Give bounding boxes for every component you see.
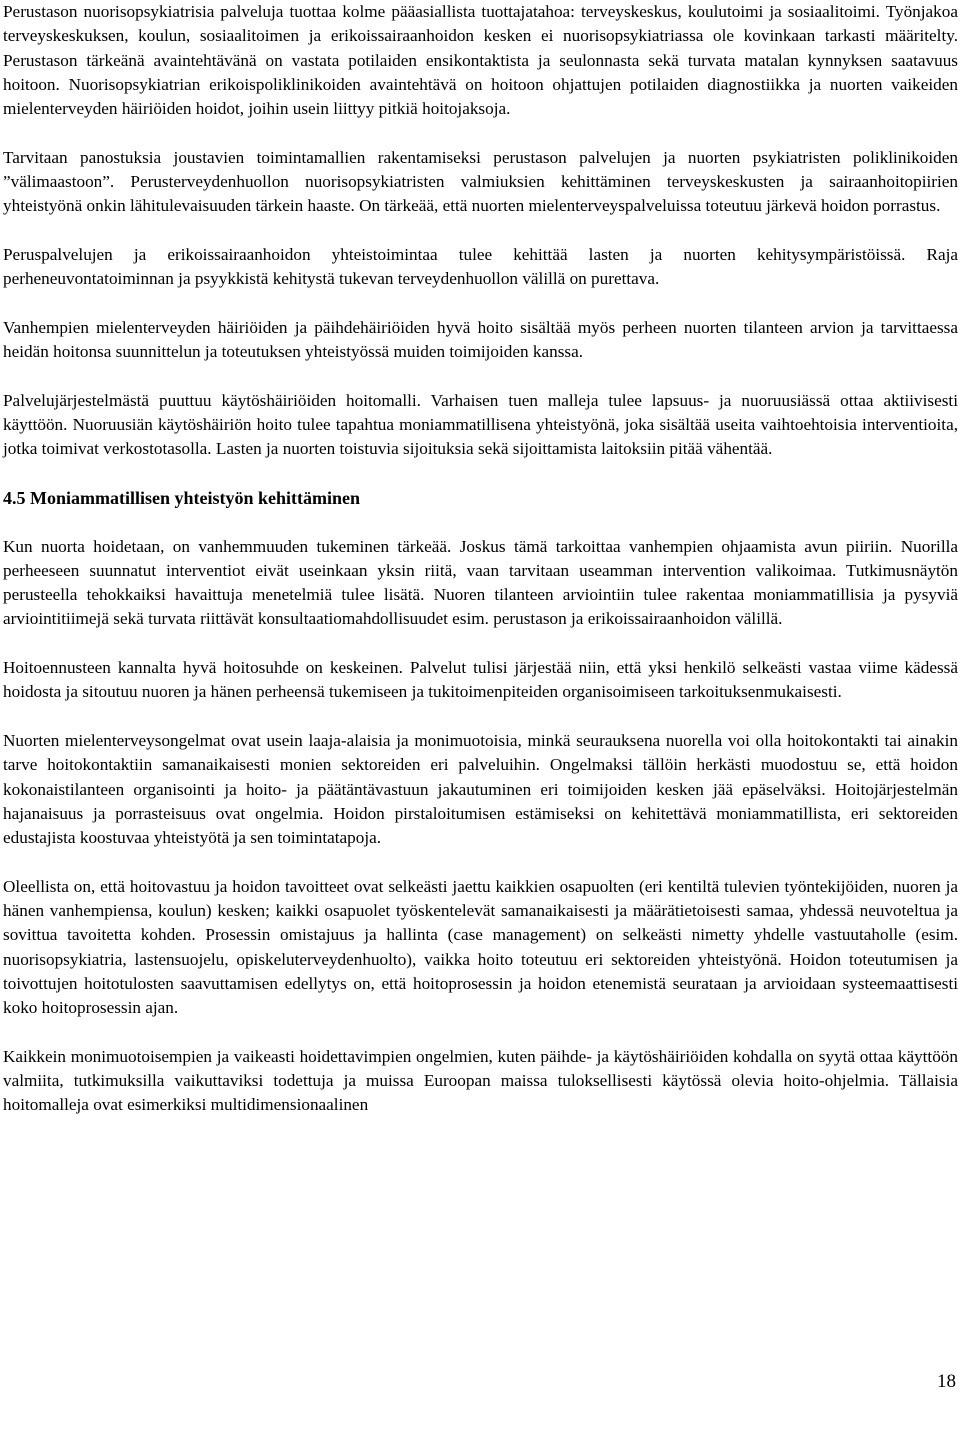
paragraph-perustason-palvelut: Perustason nuorisopsykiatrisia palveluja tuottaa kolme pääasiallista tuottajatahoa: terveyskeskus, koulutoimi ja sosiaalitoimi. Työnjakoa terveyskeskuksen, koulun, sosiaalitoimen ja erikoissairaanhoidon kesken ei nuorisopsykiatriassa ole kovinkaan tarkasti määritelty. Perustason tärkeänä avaintehtävänä on vastata potilaiden ensikontaktista ja seulonnasta sekä turvata matalan kynnyksen saatavuus hoitoon. Nuorisopsykiatrian erikoispoliklinikoiden avaintehtävä on hoitoon ohjattujen potilaiden diagnostiikka ja nuorten vaikeiden mielenterveyden häiriöiden hoidot, joihin usein liittyy pitkiä hoitojaksoja. xyxy=(3,2,958,119)
paragraph-joustavat-toimintamallit: Tarvitaan panostuksia joustavien toimintamallien rakentamiseksi perustason palvelujen ja nuorten psykiatristen poliklinikoiden ”välimaastoon”. Perusterveydenhuollon nuorisopsykiatristen valmiuksien kehittäminen terveyskeskusten ja sairaanhoitopiirien yhteistyönä onkin lähitulevaisuuden tärkein haaste. On tärkeää, että nuorten mielenterveyspalveluissa toteutuu järkevä hoidon porrastus. xyxy=(3,147,958,216)
paragraph-peruspalvelujen-yhteistoiminta: Peruspalvelujen ja erikoissairaanhoidon yhteistoimintaa tulee kehittää lasten ja nuorten kehitysympäristöissä. Raja perheneuvontatoiminnan ja psyykkistä kehitystä tukevan terveydenhuollon välillä on purettava. xyxy=(3,244,958,289)
paragraph-vanhemmuuden-tukeminen: Kun nuorta hoidetaan, on vanhemmuuden tukeminen tärkeää. Joskus tämä tarkoittaa vanhempien ohjaamista avun piiriin. Nuorilla perheeseen suunnatut interventiot eivät useinkaan yksin riitä, vaan tarvitaan useamman intervention valikoimaa. Tutkimusnäytön perusteella tehokkaiksi havaittuja menetelmiä tulee lisätä. Nuoren tilanteen arviointiin tulee rakentaa moniammatillisia ja pysyviä arviointitiimejä sekä turvata riittävät konsultaatiomahdollisuudet esim. perustason ja erikoissairaanhoidon välillä. xyxy=(3,536,958,629)
page-number: 18 xyxy=(937,1371,956,1392)
section-heading: 4.5 Moniammatillisen yhteistyön kehittäminen xyxy=(3,487,361,508)
paragraph-hoitosuhde: Hoitoennusteen kannalta hyvä hoitosuhde on keskeinen. Palvelut tulisi järjestää niin, että yksi henkilö selkeästi vastaa viime kädessä hoidosta ja sitoutuu nuoren ja hänen perheensä tukemiseen ja tukitoimenpiteiden organisoimiseen tarkoituksenmukaisesti. xyxy=(3,658,958,702)
paragraph-hoito-ohjelmat: Kaikkein monimuotoisempien ja vaikeasti hoidettavimpien ongelmien, kuten päihde- ja käytöshäiriöiden kohdalla on syytä ottaa käyttöön valmiita, tutkimuksilla vaikuttaviksi todettuja ja muissa Euroopan maissa tuloksellisesti käytössä olevia hoito-ohjelmia. Tällaisia hoitomalleja ovat esimerkiksi multidimensionaalinen xyxy=(3,1046,958,1115)
paragraph-vanhempien-mielenterveys: Vanhempien mielenterveyden häiriöiden ja päihdehäiriöiden hyvä hoito sisältää myös perheen nuorten tilanteen arvion ja tarvittaessa heidän hoitonsa suunnittelun ja toteutuksen yhteistyössä muiden toimijoiden kanssa. xyxy=(3,317,958,362)
paragraph-hoitovastuu: Oleellista on, että hoitovastuu ja hoidon tavoitteet ovat selkeästi jaettu kaikkien osapuolten (eri kentiltä tulevien työntekijöiden, nuoren ja hänen vanhempiensa, koulun) kesken; kaikki osapuolet työskentelevät samanaikaisesti ja määrätietoisesti samaa, yhdessä neuvoteltua ja sovittua tavoitetta kohden. Prosessin omistajuus ja hallinta (case management) on selkeästi nimetty yhdelle vastuutaholle (esim. nuorisopsykiatria, lastensuojelu, opiskeluterveydenhuolto), vaikka hoito toteutuu eri sektoreiden yhteistyönä. Hoidon toteutumisen ja toivottujen hoitotulosten saavuttamisen edellytys on, että hoitoprosessin ja hoidon etenemistä seurataan ja arvioidaan systeemaattisesti koko hoitoprosessin ajan. xyxy=(3,876,958,1018)
paragraph-kaytoshairioiden-hoitomalli: Palvelujärjestelmästä puuttuu käytöshäiriöiden hoitomalli. Varhaisen tuen malleja tulee lapsuus- ja nuoruusiässä ottaa aktiivisesti käyttöön. Nuoruusiän käytöshäiriön hoito tulee tapahtua moniammatillisena yhteistyönä, joka sisältää useita vaihtoehtoisia interventioita, jotka toimivat verkostotasolla. Lasten ja nuorten toistuvia sijoituksia sekä sijoittamista laitoksiin pitää vähentää. xyxy=(3,390,958,459)
paragraph-laaja-alaiset-ongelmat: Nuorten mielenterveysongelmat ovat usein laaja-alaisia ja monimuotoisia, minkä seurauksena nuorella voi olla hoitokontakti tai ainakin tarve hoitokontaktiin samanaikaisesti monien sektoreiden eri palveluihin. Ongelmaksi tällöin herkästi muodostuu se, että hoidon kokonaistilanteen organisointi ja hoito- ja päätäntävastuun jakautuminen eri toimijoiden kesken jää epäselväksi. Hoitojärjestelmän hajanaisuus ja porrasteisuus ovat ongelmia. Hoidon pirstaloitumisen estämiseksi on kehitettävä moniammatillista, eri sektoreiden edustajista koostuvaa yhteistyötä ja sen toimintatapoja. xyxy=(3,730,958,848)
